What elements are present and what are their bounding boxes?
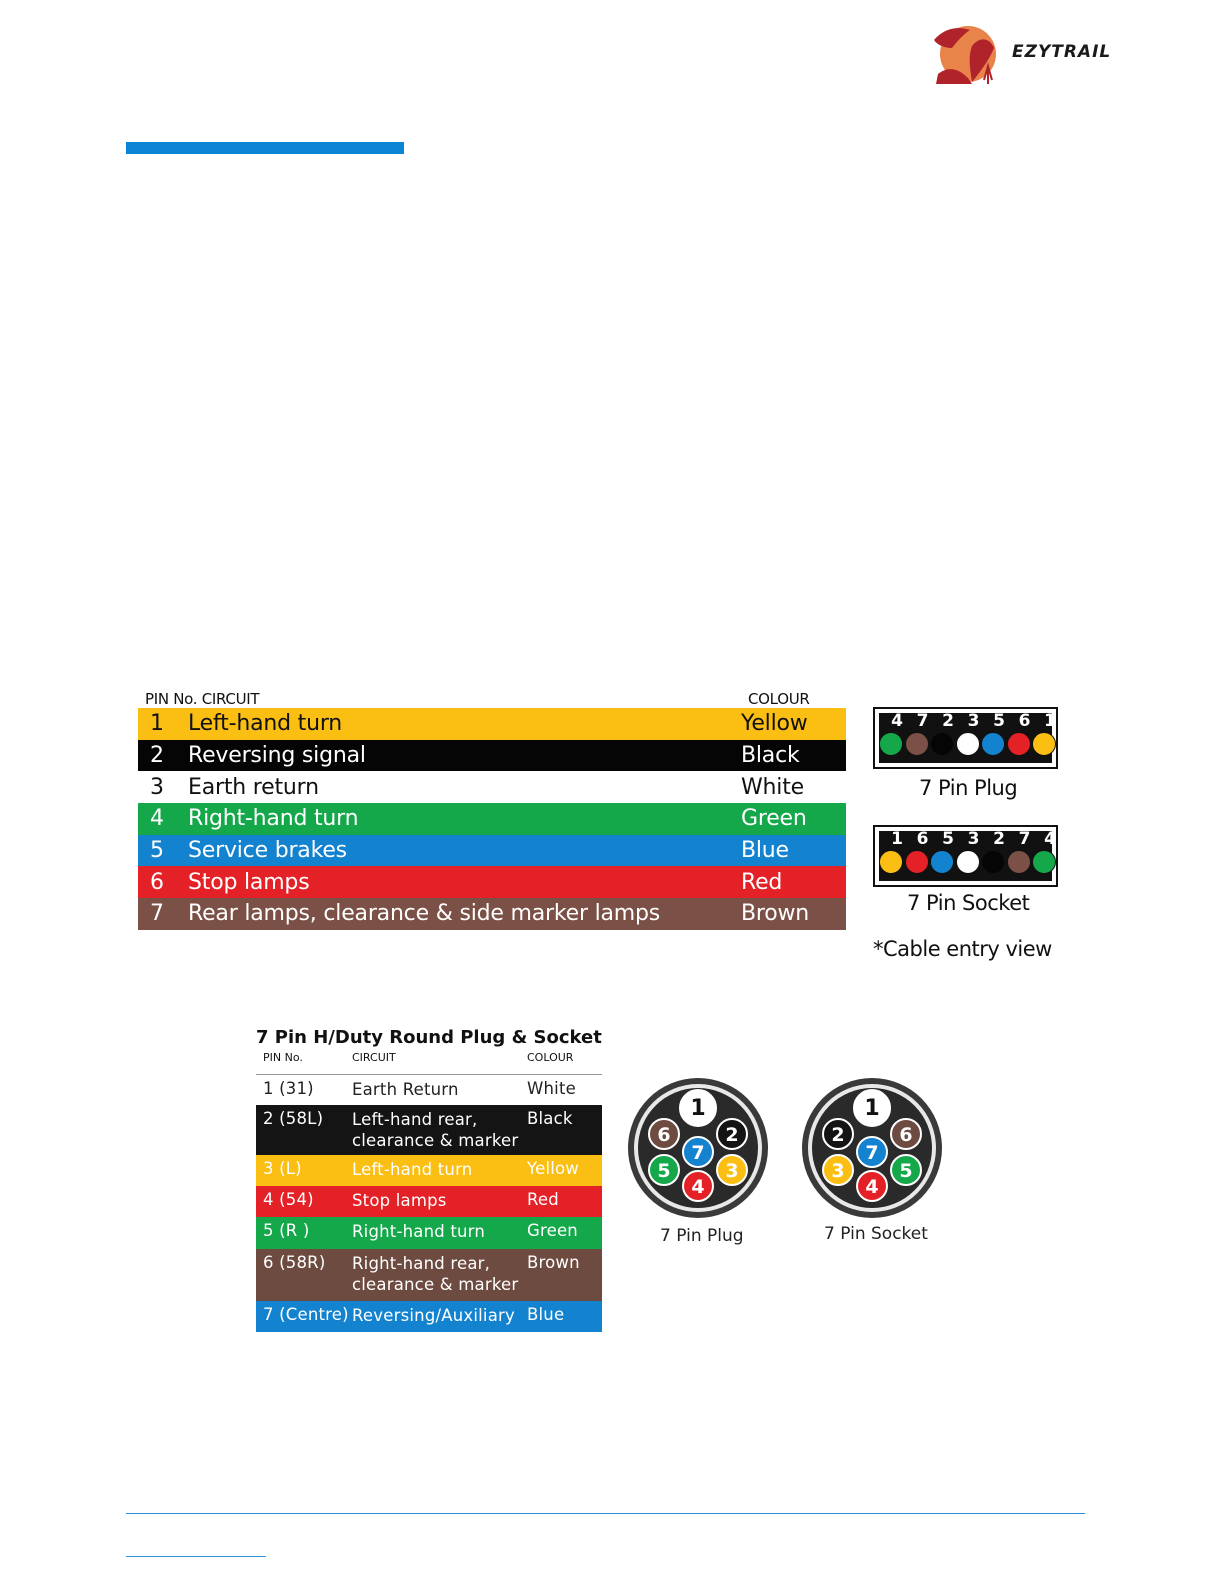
pin-label: 3 (831, 1160, 845, 1182)
round-table-header-colour: COLOUR (527, 1051, 574, 1064)
logo-wordmark: EZYTRAIL (1012, 42, 1112, 62)
pin-label: 1 (864, 1096, 880, 1121)
pin-number-label: 6 (916, 829, 929, 849)
pin-number: 6 (58R) (263, 1253, 326, 1272)
colour: Blue (527, 1305, 565, 1324)
pin-number: 1 (31) (263, 1079, 314, 1098)
pin-dot (1007, 732, 1031, 756)
pin-number: 3 (L) (263, 1159, 302, 1178)
circuit: Left-hand turn (188, 711, 343, 737)
pin-label: 6 (899, 1124, 913, 1146)
circuit: Earth Return (352, 1080, 459, 1099)
colour: Blue (741, 838, 789, 864)
table-row (138, 740, 846, 772)
pin-label: 5 (657, 1160, 671, 1182)
pin-dot (956, 732, 980, 756)
circuit: Service brakes (188, 838, 347, 864)
pin-dot (930, 850, 954, 874)
colour: Black (527, 1109, 573, 1128)
pin-number: 2 (150, 743, 164, 769)
colour: Green (527, 1221, 578, 1240)
table-row (256, 1155, 602, 1186)
footer-underline (126, 1556, 266, 1557)
flat-plug-diagram (873, 707, 1058, 769)
pin-label: 2 (831, 1124, 845, 1146)
round-table-header-circuit: CIRCUIT (352, 1051, 396, 1064)
table-row (256, 1105, 602, 1155)
round-table-header-pin: PIN No. (263, 1051, 303, 1064)
pin-dot (981, 850, 1005, 874)
circuit: Left-hand rear, clearance & marker (352, 1110, 519, 1150)
pin-number-label: 1 (1044, 711, 1056, 731)
pin-dot (905, 732, 929, 756)
flat-socket-pin-numbers (885, 829, 1064, 849)
colour: Green (741, 806, 807, 832)
pin-label: 1 (690, 1096, 706, 1121)
round-table-title: 7 Pin H/Duty Round Plug & Socket (256, 1027, 602, 1048)
pin-dot (1032, 850, 1056, 874)
pin-number-label: 4 (1044, 829, 1056, 849)
colour: Red (527, 1190, 559, 1209)
pin-number: 1 (150, 711, 164, 737)
footer-line (126, 1513, 1085, 1514)
pin-number-label: 7 (1018, 829, 1031, 849)
table-row (256, 1075, 602, 1105)
circuit: Right-hand rear, clearance & marker (352, 1254, 519, 1294)
circuit: Left-hand turn (352, 1160, 473, 1179)
pin-number: 4 (150, 806, 164, 832)
flat-socket-diagram (873, 825, 1058, 887)
table-row (138, 771, 846, 803)
pin-number: 5 (150, 838, 164, 864)
pin-label: 2 (725, 1124, 739, 1146)
circuit: Reversing signal (188, 743, 366, 769)
circuit: Stop lamps (188, 869, 310, 895)
table-row (256, 1301, 602, 1332)
colour: White (527, 1079, 576, 1098)
circuit: Earth return (188, 774, 319, 800)
flat-socket-label: 7 Pin Socket (907, 891, 1030, 915)
table-row (256, 1217, 602, 1249)
flat-plug-pin-numbers (885, 711, 1064, 731)
circuit: Right-hand turn (352, 1222, 486, 1241)
flat-table-header-pin-circuit: PIN No. CIRCUIT (145, 690, 260, 708)
table-row (256, 1186, 602, 1217)
pin-number-label: 2 (993, 829, 1005, 849)
pin-label: 7 (691, 1142, 705, 1164)
pin-dot (956, 850, 980, 874)
colour: Yellow (527, 1159, 579, 1178)
pin-label: 4 (691, 1176, 705, 1198)
pin-number: 7 (Centre) (263, 1305, 349, 1324)
pin-dot (879, 850, 903, 874)
flat-socket-pins (879, 850, 1058, 874)
pin-label: 4 (865, 1176, 879, 1198)
pin-number-label: 7 (916, 711, 929, 731)
colour: Black (741, 743, 800, 769)
pin-dot (930, 732, 954, 756)
pin-dot (1007, 850, 1031, 874)
table-row (138, 708, 846, 740)
accent-bar (126, 142, 404, 154)
colour: White (741, 774, 804, 800)
pin-label: 6 (657, 1124, 671, 1146)
cable-entry-note: *Cable entry view (873, 937, 1052, 961)
round-wiring-table (256, 1075, 602, 1332)
pin-dot (905, 850, 929, 874)
pin-number-label: 2 (942, 711, 954, 731)
table-row (138, 835, 846, 867)
pin-number-label: 4 (891, 711, 903, 731)
pin-number-label: 6 (1018, 711, 1031, 731)
circuit: Stop lamps (352, 1191, 447, 1210)
pin-number-label: 5 (993, 711, 1005, 731)
colour: Brown (741, 901, 810, 927)
pin-dot (1032, 732, 1056, 756)
pin-number: 7 (150, 901, 164, 927)
pin-dot (879, 732, 903, 756)
pin-number: 5 (R ) (263, 1221, 310, 1240)
flat-table-header-colour: COLOUR (748, 690, 810, 708)
flat-plug-pins (879, 732, 1058, 756)
colour: Yellow (741, 711, 808, 737)
pin-number: 4 (54) (263, 1190, 314, 1209)
pin-label: 7 (865, 1142, 879, 1164)
circuit: Reversing/Auxiliary (352, 1306, 515, 1325)
pin-number: 6 (150, 869, 164, 895)
table-row (138, 866, 846, 898)
pin-number-label: 3 (967, 829, 980, 849)
pin-label: 3 (725, 1160, 739, 1182)
round-plug-diagram (624, 1074, 772, 1222)
colour: Brown (527, 1253, 580, 1272)
table-row (138, 898, 846, 930)
pin-number-label: 1 (891, 829, 903, 849)
table-row (256, 1249, 602, 1301)
pin-label: 5 (899, 1160, 913, 1182)
pin-number: 2 (58L) (263, 1109, 324, 1128)
round-socket-diagram (798, 1074, 946, 1222)
colour: Red (741, 869, 783, 895)
circuit: Rear lamps, clearance & side marker lamps (188, 901, 661, 927)
flat-wiring-table (138, 708, 846, 930)
pin-dot (981, 732, 1005, 756)
circuit: Right-hand turn (188, 806, 359, 832)
pin-number-label: 3 (967, 711, 980, 731)
round-socket-label: 7 Pin Socket (824, 1224, 928, 1244)
flat-plug-label: 7 Pin Plug (919, 776, 1018, 800)
pin-number: 3 (150, 774, 164, 800)
round-plug-label: 7 Pin Plug (660, 1226, 744, 1246)
pin-number-label: 5 (942, 829, 954, 849)
table-row (138, 803, 846, 835)
